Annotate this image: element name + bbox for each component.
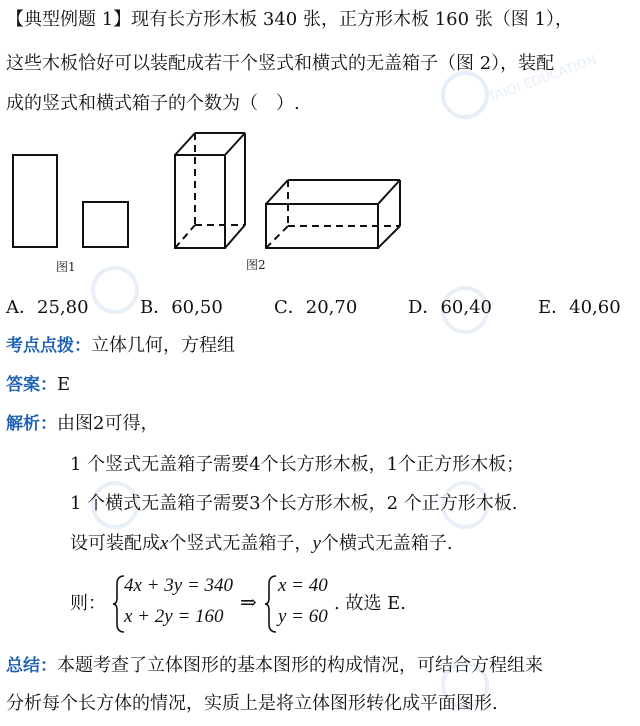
analysis-row (6, 412, 158, 436)
analysis-line-1: 1 个竖式无盖箱子需要4个长方形木板，1个正方形木板； (70, 454, 525, 475)
summary-line-2: 分析每个长方体的情况，实质上是将立体图形转化成平面图形. (6, 693, 498, 714)
option-value: 60,50 (171, 297, 223, 318)
figure-1-caption: 图1 (56, 260, 76, 274)
answer-text: E (57, 374, 71, 395)
equation-1: 4x + 3y = 340 (124, 575, 234, 596)
analysis-line-3-post: 个横式无盖箱子. (320, 533, 453, 554)
vertical-box-shape (175, 133, 245, 248)
summary-row (6, 654, 543, 678)
option-a (6, 293, 89, 319)
key-points-label: 考点点拨： (6, 336, 91, 356)
analysis-intro: 由图2可得， (57, 413, 159, 434)
option-value: 60,40 (440, 297, 492, 318)
summary-line-1: 本题考查了立体图形的基本图形的构成情况，可结合方程组来 (57, 655, 543, 676)
analysis-line-3 (70, 532, 453, 556)
problem-line-2: 这些木板恰好可以装配成若干个竖式和横式的无盖箱子（图 2），装配 (6, 53, 555, 74)
problem-line-3: 成的竖式和横式箱子的个数为（ ）. (6, 93, 300, 114)
option-value: 20,70 (305, 297, 358, 318)
option-letter: A． (6, 297, 37, 318)
key-points-row (6, 334, 235, 358)
square-board-shape (83, 202, 128, 247)
summary-label: 总结： (6, 656, 57, 676)
analysis-line-3-pre: 设可装配成 (70, 533, 160, 554)
then-label: 则： (70, 593, 106, 614)
answer-row (6, 373, 70, 397)
conclusion-text: . 故选 E. (334, 593, 407, 614)
option-b (140, 293, 223, 319)
option-letter: D． (408, 297, 441, 318)
horizontal-box-shape (266, 180, 400, 248)
equation-2: x + 2y = 160 (124, 606, 224, 627)
key-points-text: 立体几何，方程组 (91, 335, 235, 356)
option-letter: E． (538, 297, 570, 318)
option-c (274, 293, 357, 319)
right-brace-icon (264, 574, 278, 634)
watermark-text: TAIQI EDUCATION (486, 52, 599, 106)
variable-y: y (312, 533, 321, 554)
option-d (408, 293, 492, 319)
figure-2 (168, 125, 418, 260)
answer-label: 答案： (6, 375, 57, 395)
analysis-label: 解析： (6, 414, 57, 434)
figure-1 (10, 150, 140, 260)
option-value: 25,80 (37, 297, 89, 318)
option-letter: C． (274, 297, 306, 318)
analysis-line-2: 1 个横式无盖箱子需要3个长方形木板，2 个正方形木板. (70, 493, 518, 514)
option-value: 40,60 (569, 297, 621, 318)
implies-arrow-icon: ⇒ (240, 590, 257, 614)
problem-line-1: 【典型例题 1】现有长方形木板 340 张，正方形木板 160 张（图 1）， (6, 9, 573, 30)
option-e (538, 293, 621, 319)
figure-2-caption: 图2 (246, 258, 266, 272)
analysis-line-3-mid: 个竖式无盖箱子， (168, 533, 313, 554)
long-board-shape (13, 155, 57, 247)
variable-x: x (160, 533, 169, 554)
solution-y: y = 60 (278, 606, 328, 627)
option-letter: B． (140, 297, 172, 318)
solution-x: x = 40 (278, 575, 328, 596)
